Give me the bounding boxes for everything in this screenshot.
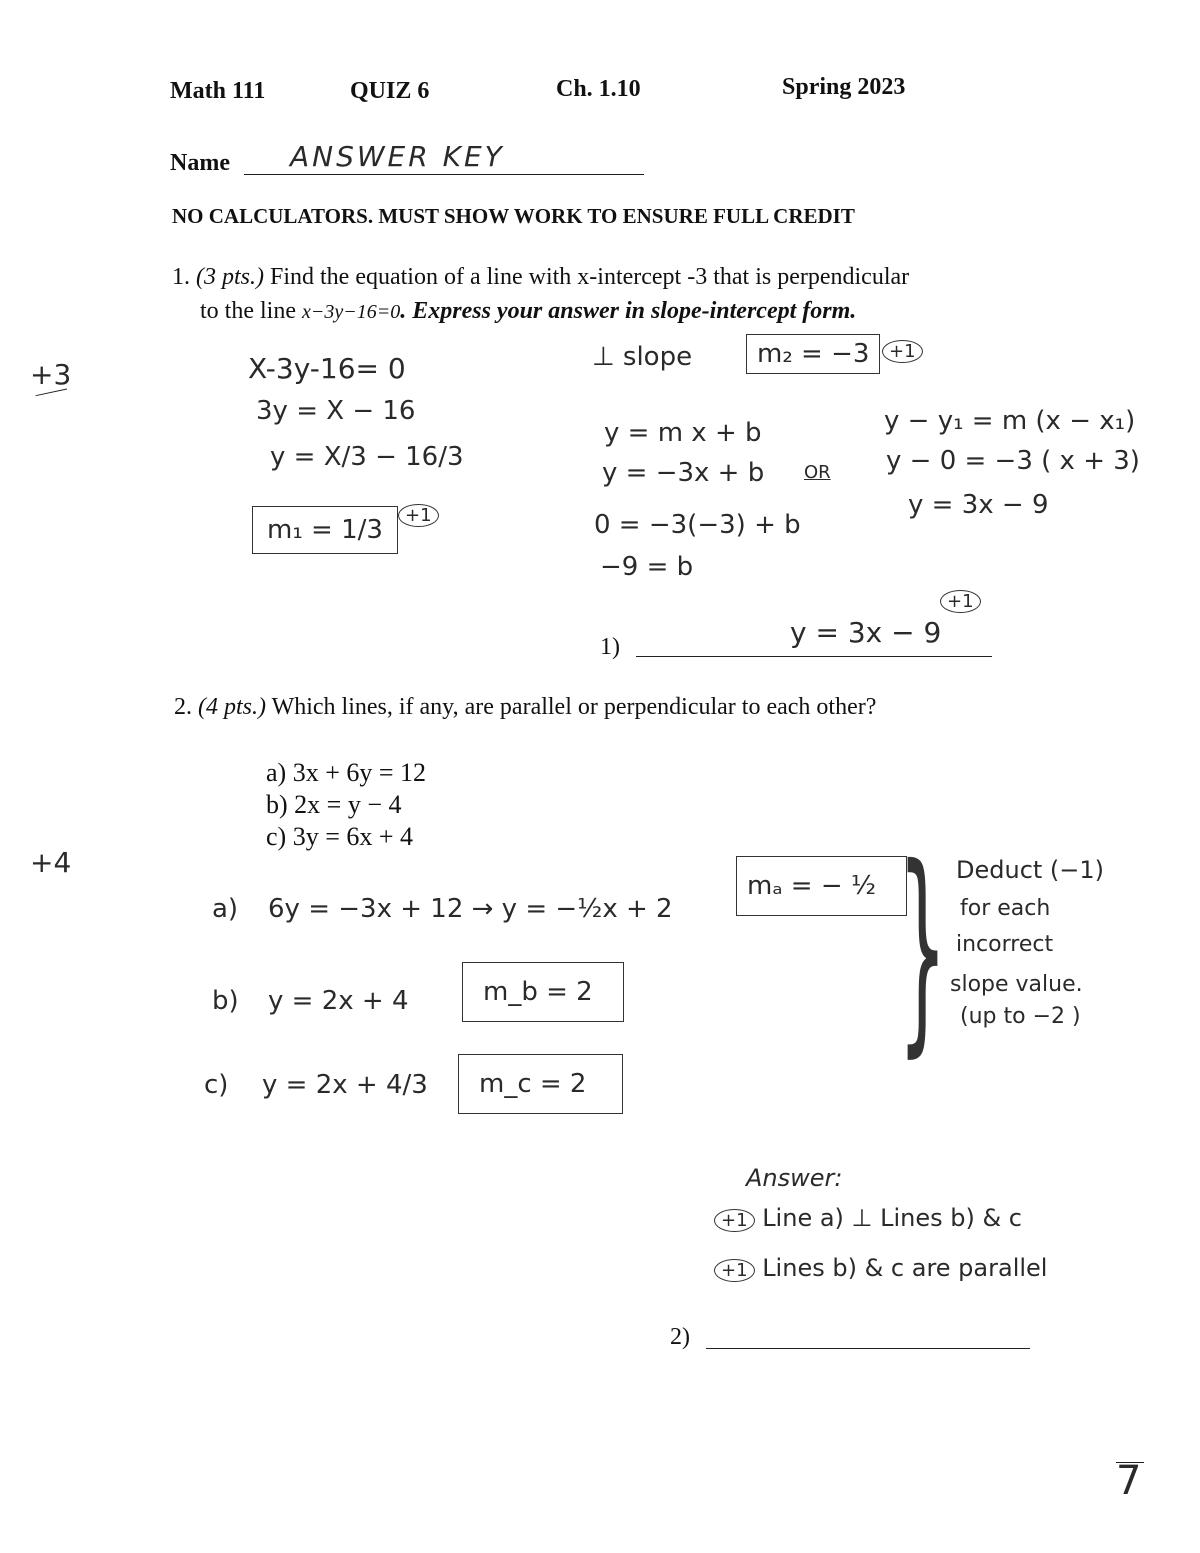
q1-answer-label: 1) (600, 634, 620, 660)
q2-option-c: c) 3y = 6x + 4 (266, 822, 414, 851)
q1-work-mid-1: y = m x + b (604, 418, 762, 448)
course-title: Math 111 (170, 78, 266, 104)
total-score: 7 (1116, 1458, 1142, 1504)
q2-number: 2. (174, 694, 192, 720)
q1-work-right-1: y − y₁ = m (x − x₁) (884, 406, 1136, 436)
q2-option-b: b) 2x = y − 4 (266, 790, 402, 819)
q2-answer-1-text: Line a) ⊥ Lines b) & c (762, 1204, 1022, 1232)
q1-work-mid-3: 0 = −3(−3) + b (594, 510, 801, 540)
q1-work-left-2: 3y = X − 16 (256, 396, 416, 426)
q2-answer-label: 2) (670, 1324, 690, 1350)
q2-slope-a-box: mₐ = − ½ (736, 856, 907, 916)
q2-prompt (174, 694, 876, 721)
q1-prompt-line1 (172, 264, 909, 291)
q2-note-4: slope value. (950, 972, 1083, 997)
q1-number: 1. (172, 264, 190, 290)
quiz-title: QUIZ 6 (350, 78, 430, 104)
q2-work-c-eq: y = 2x + 4/3 (262, 1070, 428, 1100)
q2-work-a-eq: 6y = −3x + 12 → y = −½x + 2 (268, 894, 673, 924)
q2-work-a-label: a) (212, 894, 239, 924)
q1-m2-credit: +1 (882, 340, 923, 363)
q2-work-b-eq: y = 2x + 4 (268, 986, 409, 1016)
margin-score-q1: +3 (30, 358, 72, 391)
q2-answer-line-2 (714, 1254, 1047, 1282)
q2-text: Which lines, if any, are parallel or perpendicular to each other? (266, 694, 877, 720)
q2-answer-2-text: Lines b) & c are parallel (762, 1254, 1048, 1282)
q1-perp-label: ⊥ slope (592, 342, 693, 372)
q1-m2-box: m₂ = −3 (746, 334, 880, 374)
q1-text2a: to the line (200, 298, 302, 324)
q1-answer-credit: +1 (940, 590, 981, 613)
q2-answer-heading: Answer: (746, 1164, 843, 1192)
q1-work-left-1: X-3y-16= 0 (248, 352, 406, 385)
q2-brace: } (898, 820, 947, 1076)
q1-work-left-3: y = X/3 − 16/3 (270, 442, 464, 472)
chapter-label: Ch. 1.10 (556, 76, 641, 102)
q2-option-a: a) 3x + 6y = 12 (266, 758, 427, 787)
q1-or-label: OR (804, 462, 831, 483)
q2-work-c-label: c) (204, 1070, 229, 1100)
q1-points: (3 pts.) (196, 264, 264, 290)
q2-answer-underline (706, 1322, 1030, 1349)
q1-text1: Find the equation of a line with x-intercept -3 that is perpendicular (264, 264, 910, 290)
q2-slope-b-box: m_b = 2 (462, 962, 624, 1022)
q1-work-mid-4: −9 = b (600, 552, 694, 582)
q2-note-5: (up to −2 ) (960, 1004, 1081, 1029)
q1-text2b: . Express your answer in slope-intercept form. (400, 298, 857, 324)
q2-slope-c-box: m_c = 2 (458, 1054, 623, 1114)
q1-prompt-line2 (200, 298, 856, 325)
term-label: Spring 2023 (782, 74, 906, 100)
q2-points: (4 pts.) (198, 694, 266, 720)
instructions: NO CALCULATORS. MUST SHOW WORK TO ENSURE FULL CREDIT (172, 204, 855, 228)
q1-m1-box: m₁ = 1/3 (252, 506, 398, 554)
name-handwritten: ANSWER KEY (290, 140, 505, 173)
q2-note-2: for each (960, 896, 1051, 921)
q1-work-mid-2: y = −3x + b (602, 458, 765, 488)
name-label: Name (170, 150, 230, 176)
q1-equation: x−3y−16=0 (301, 301, 401, 323)
margin-score-q2: +4 (30, 846, 72, 879)
q2-answer-2-credit: +1 (714, 1259, 755, 1282)
q1-answer-value: y = 3x − 9 (790, 616, 942, 649)
q2-work-b-label: b) (212, 986, 239, 1016)
q2-answer-line-1 (714, 1204, 1022, 1232)
q1-m1-credit: +1 (398, 504, 439, 527)
q2-note-1: Deduct (−1) (956, 856, 1105, 884)
q1-work-right-2: y − 0 = −3 ( x + 3) (886, 446, 1140, 476)
q1-work-right-3: y = 3x − 9 (908, 490, 1049, 520)
q2-note-3: incorrect (956, 932, 1054, 957)
q2-answer-1-credit: +1 (714, 1209, 755, 1232)
